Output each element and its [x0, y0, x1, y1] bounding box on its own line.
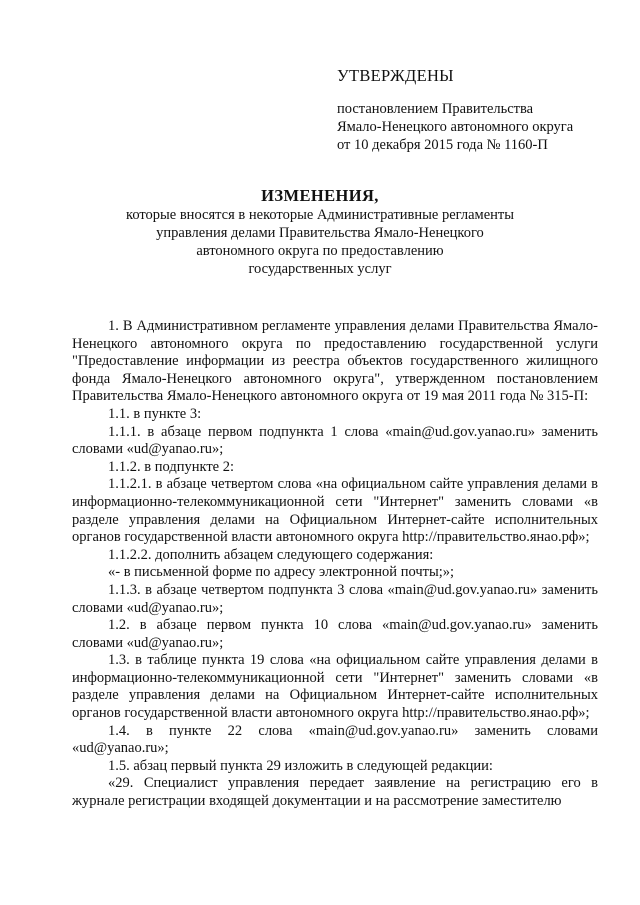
paragraph-1: 1. В Административном регламенте управления делами Правительства Ямало-Ненецкого автономного округа по предоставлению государственной услуги "Предоставление информации из реестра объектов государственного жилищного фонда Ямало-Ненецкого автономного округа", утвержденном постановлением Правительства Ямало-Ненецкого автономного округа от 19 мая 2011 года № 315-П: — [72, 318, 598, 405]
paragraph-1-1-3: 1.1.3. в абзаце четвертом подпункта 3 слова «main@ud.gov.yanao.ru» заменить словами «ud@yanao.ru»; — [72, 581, 598, 616]
paragraph-1-5: 1.5. абзац первый пункта 29 изложить в следующей редакции: — [108, 757, 493, 774]
subtitle-line: управления делами Правительства Ямало-Ненецкого — [156, 225, 484, 241]
approval-line: от 10 декабря 2015 года № 1160-П — [337, 137, 548, 153]
paragraph-1-1-1: 1.1.1. в абзаце первом подпункта 1 слова «main@ud.gov.yanao.ru» заменить словами «ud@yanao.ru»; — [72, 423, 598, 458]
approval-heading: УТВЕРЖДЕНЫ — [337, 66, 454, 85]
approval-line: постановлением Правительства — [337, 101, 534, 117]
document-subtitle — [60, 206, 580, 278]
paragraph-1-1-2-1: 1.1.2.1. в абзаце четвертом слова «на официальном сайте управления делами в информационно-телекоммуникационной сети "Интернет" заменить словами «в разделе управления делами на Официальном Интернет-сайте исполнительных органов государственной власти автономного округа http://правительство.янао.рф»; — [72, 476, 598, 546]
document-body — [72, 318, 598, 811]
subtitle-line: которые вносятся в некоторые Административные регламенты — [126, 207, 514, 223]
paragraph-29: «29. Специалист управления передает заявление на регистрацию его в журнале регистрации входящей документации и на рассмотрение заместителю — [72, 775, 598, 810]
paragraph-1-3: 1.3. в таблице пункта 19 слова «на официальном сайте управления делами в информационно-телекоммуникационной сети "Интернет" заменить словами «в разделе управления делами на Официальном Интернет-сайте исполнительных органов государственной власти автономного округа http://правительство.янао.рф»; — [72, 652, 598, 722]
paragraph-1-1: 1.1. в пункте 3: — [108, 405, 202, 422]
subtitle-line: государственных услуг — [248, 261, 392, 277]
subtitle-line: автономного округа по предоставлению — [196, 243, 444, 259]
paragraph-quote: «- в письменной форме по адресу электронной почты;»; — [108, 564, 455, 581]
document-title: ИЗМЕНЕНИЯ, — [261, 186, 379, 205]
paragraph-1-1-2-2: 1.1.2.2. дополнить абзацем следующего содержания: — [108, 546, 434, 563]
paragraph-1-2: 1.2. в абзаце первом пункта 10 слова «main@ud.gov.yanao.ru» заменить словами «ud@yanao.ru»; — [72, 617, 598, 651]
paragraph-1-1-2: 1.1.2. в подпункте 2: — [108, 458, 234, 475]
approval-block — [337, 100, 607, 154]
paragraph-1-4: 1.4. в пункте 22 слова «main@ud.gov.yanao.ru» заменить словами «ud@yanao.ru»; — [72, 722, 598, 757]
approval-line: Ямало-Ненецкого автономного округа — [337, 119, 574, 135]
